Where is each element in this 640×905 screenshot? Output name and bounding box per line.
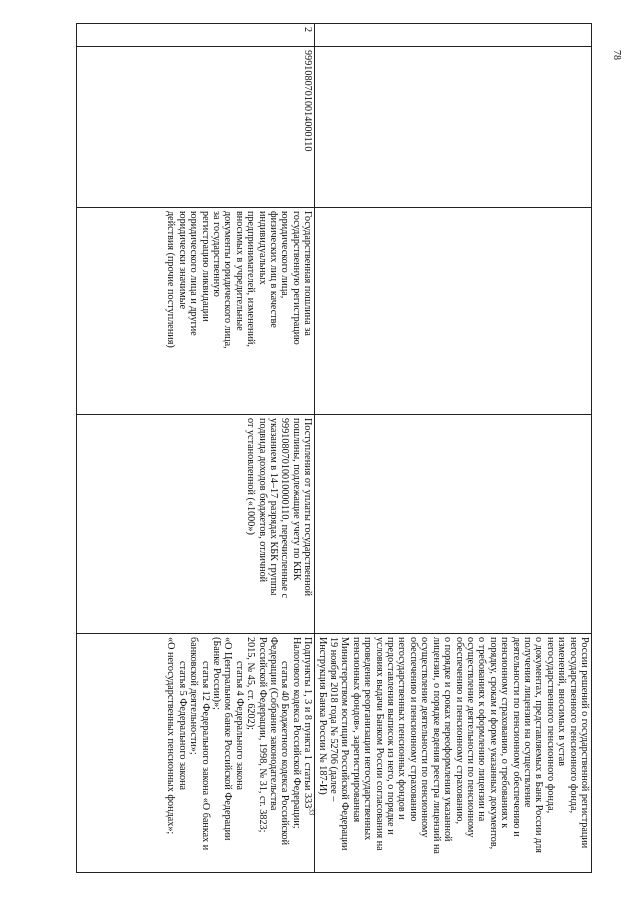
text-line: о документах, представляемых в Банк России для bbox=[533, 637, 545, 853]
document-table bbox=[76, 23, 592, 873]
text-line: Поступления от уплаты государственной bbox=[302, 418, 314, 597]
text-line: документы юридического лица, bbox=[222, 211, 234, 349]
text-line: порядку, срокам и форме указанных документов, bbox=[487, 637, 499, 850]
text-line: юридического лица и другие bbox=[188, 211, 200, 336]
text-line: указанием в 14–17 разрядах КБК группы bbox=[268, 418, 280, 596]
text-line: пошлины, подлежащие учету по КБК bbox=[290, 418, 302, 581]
description-cell bbox=[77, 415, 315, 634]
text-line: осуществление деятельности по пенсионному bbox=[464, 637, 476, 838]
basis-cell bbox=[77, 634, 315, 873]
text-line: условиях выдачи Банком России согласования на bbox=[373, 637, 385, 851]
text-line: России решений о государственной регистрации bbox=[579, 637, 590, 849]
table-row bbox=[315, 24, 592, 873]
text-line: подвида доходов бюджетов, отличной bbox=[256, 418, 268, 583]
text-line: негосударственных пенсионных фондов и bbox=[396, 637, 408, 820]
text-line: Российской Федерации, 1998, № 31, ст. 3823; bbox=[256, 637, 268, 833]
text-line: пенсионному страхованию, о требованиях к bbox=[499, 637, 511, 829]
text-line: 19 ноября 2018 года № 52706 (далее – bbox=[328, 637, 340, 802]
rotated-table-container bbox=[76, 23, 592, 873]
text-line: 2015, № 45, ст. 6202); bbox=[245, 637, 257, 730]
text-line: пенсионных фондов», зарегистрированная bbox=[350, 637, 362, 823]
row-number-cell: 2 bbox=[77, 24, 315, 47]
text-line: банковской деятельности»; bbox=[188, 637, 200, 755]
text-line: регистрацию ликвидации bbox=[199, 211, 211, 322]
text-line: государственную регистрацию bbox=[290, 211, 302, 345]
text-line: предпринимателей, изменений, bbox=[245, 211, 257, 347]
text-line: проведение реорганизации негосударственных bbox=[362, 637, 374, 841]
text-line: «О Центральном банке Российской Федерации bbox=[222, 637, 234, 841]
text-line: обеспечению и пенсионному страхованию, bbox=[453, 637, 465, 825]
code-cell bbox=[315, 47, 592, 208]
text-line: деятельности по пенсионному обеспечению и bbox=[510, 637, 522, 837]
text-line: статья 5 Федерального закона bbox=[176, 661, 188, 791]
text-line: статья 40 Бюджетного кодекса Российской bbox=[279, 661, 291, 846]
text-line: за государственную bbox=[211, 211, 222, 297]
text-line: изменений, вносимых в устав bbox=[556, 637, 568, 767]
text-line: о порядке и сроках переоформления указанной bbox=[442, 637, 454, 842]
text-line: негосударственного пенсионного фонда, bbox=[567, 637, 579, 814]
text-line: индивидуальных bbox=[256, 211, 268, 285]
page-number: 78 bbox=[611, 50, 622, 60]
name-cell bbox=[315, 208, 592, 415]
text-line: статья 4 Федерального закона bbox=[233, 661, 245, 791]
text-line: Федерации (Собрание законодательства bbox=[268, 637, 280, 811]
text-line: лицензии, о порядке ведения реестра лицензий на bbox=[430, 637, 442, 854]
text-line: о требованиях к оформлению лицензии на bbox=[476, 637, 488, 822]
description-cell bbox=[315, 415, 592, 634]
code-cell: 99910807010014000110 bbox=[77, 47, 315, 208]
text-line: (Банке России)»; bbox=[211, 637, 222, 711]
text-line: от установленной («1000») bbox=[245, 418, 257, 535]
text-line: действия (прочие поступления) bbox=[165, 211, 177, 348]
text-line: предоставления выписок из него, о порядке и bbox=[385, 637, 397, 835]
text-line: юридического лица, bbox=[279, 211, 291, 299]
text-line: «О негосударственных пенсионных фондах»; bbox=[165, 637, 177, 835]
text-line: Налогового кодекса Российской Федерации; bbox=[290, 637, 302, 829]
text-line: 99910807010010000110, перечисленные с bbox=[279, 418, 291, 598]
text-line: вносимых в учредительные bbox=[233, 211, 245, 331]
text-line: получения лицензии на осуществление bbox=[521, 637, 533, 808]
text-line: осуществление деятельности по пенсионному bbox=[419, 637, 431, 838]
row-number-cell bbox=[315, 24, 592, 47]
text-line: Министерством юстиции Российской Федерации bbox=[339, 637, 351, 851]
footnote-ref: 33 bbox=[307, 808, 316, 816]
text-line: Государственная пошлина за bbox=[302, 211, 314, 336]
table-row bbox=[77, 24, 315, 873]
text-line: юридически значимые bbox=[176, 211, 188, 310]
text-line: негосударственного пенсионного фонда, bbox=[544, 637, 556, 814]
basis-cell bbox=[315, 634, 592, 873]
text-line: обеспечению и пенсионному страхованию bbox=[407, 637, 419, 822]
basis-line bbox=[302, 637, 316, 869]
text-line: Инструкция Банка России № 187-И) bbox=[316, 637, 328, 795]
text-line: физических лиц в качестве bbox=[268, 211, 280, 328]
name-cell bbox=[77, 208, 315, 415]
text-line: статья 12 Федерального закона «О банках и bbox=[199, 661, 211, 851]
basis-first-text: Подпункты 1, 3 и 8 пункта 1 статьи 333 bbox=[302, 637, 314, 809]
